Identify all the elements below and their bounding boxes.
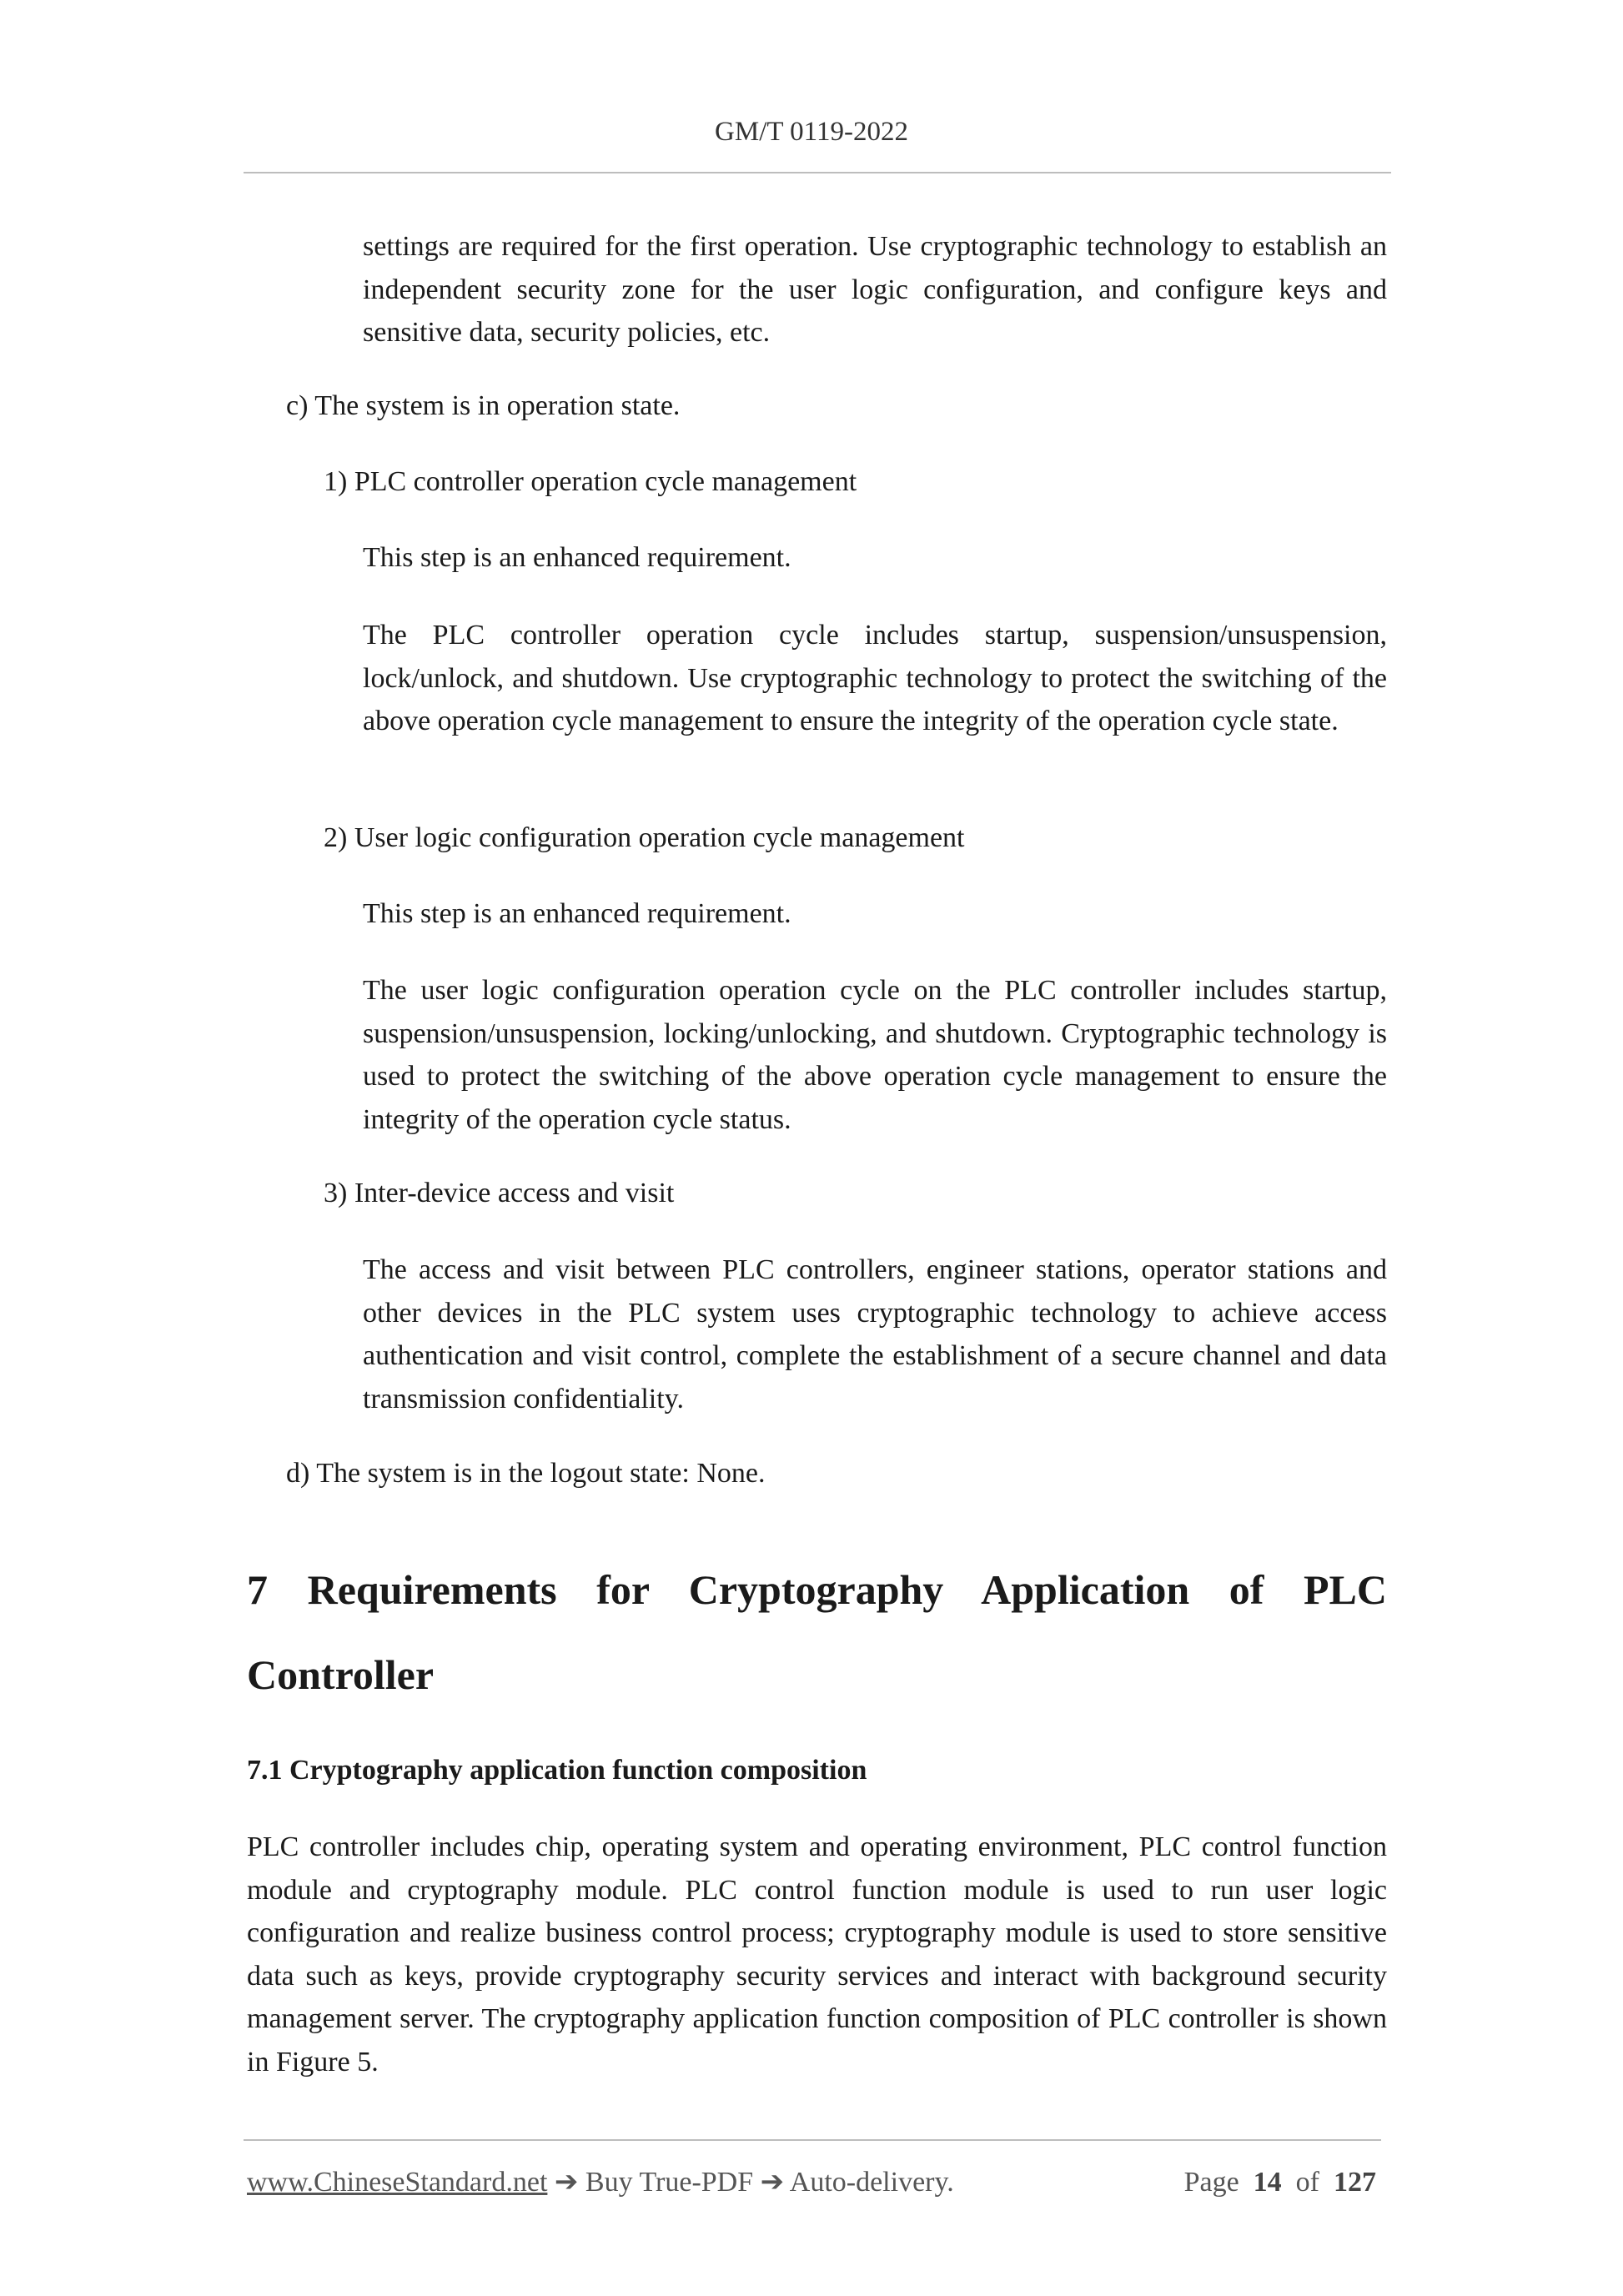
page-total: 127 [1334, 2167, 1376, 2198]
subitem-heading-2: 2) User logic configuration operation cycle management [324, 822, 965, 853]
enhanced-note-2: This step is an enhanced requirement. [363, 898, 791, 929]
footer-buy-text: Buy True-PDF [585, 2167, 754, 2198]
page-number: 14 [1253, 2167, 1282, 2198]
subsection-heading: 7.1 Cryptography application function composition [247, 1755, 867, 1786]
arrow-icon: ➔ [753, 2167, 790, 2198]
footer [247, 2162, 1381, 2203]
arrow-icon: ➔ [547, 2167, 585, 2198]
paragraph-plc-cycle: The PLC controller operation cycle includes startup, suspension/unsuspension, lock/unlock, and shutdown. Use cryptographic technology to protect the switching of the above operation cycle management to ensure the integrity of the operation cycle state. [363, 620, 1387, 736]
enhanced-note-1: This step is an enhanced requirement. [363, 542, 791, 573]
list-item-d: d) The system is in the logout state: None. [286, 1458, 766, 1489]
footer-link[interactable]: www.ChineseStandard.net [247, 2167, 548, 2198]
paragraph-settings: settings are required for the first operation. Use cryptographic technology to establish an independent security zone for the user logic configuration, and configure keys and sensitive data, security policies, etc. [363, 231, 1387, 348]
paragraph-function-composition: PLC controller includes chip, operating system and operating environment, PLC control function module and cryptography module. PLC control function module is used to run user logic configuration and realize business control process; cryptography module is used to store sensitive data such as keys, provide cryptography security services and interact with background security management server. The cryptography application function composition of PLC controller is shown in Figure 5. [247, 1831, 1387, 2077]
subitem-heading-1: 1) PLC controller operation cycle management [324, 466, 857, 497]
subitem-heading-3: 3) Inter-device access and visit [324, 1178, 675, 1208]
footer-delivery-text: Auto-delivery. [789, 2167, 954, 2198]
section-heading: 7 Requirements for Cryptography Application of PLC Controller [247, 1566, 1387, 1698]
page-indicator [1184, 2162, 1376, 2203]
paragraph-user-logic-cycle: The user logic configuration operation cycle on the PLC controller includes startup, suspension/unsuspension, locking/unlocking, and shutdown. Cryptographic technology is used to protect the switching of the above operation cycle management to ensure the integrity of the operation cycle status. [363, 975, 1387, 1135]
page-label: Page [1183, 2167, 1239, 2198]
header-divider [244, 172, 1391, 173]
footer-divider [244, 2139, 1381, 2141]
paragraph-inter-device: The access and visit between PLC controllers, engineer stations, operator stations and other devices in the PLC system uses cryptographic technology to achieve access authentication and visit control, complete the establishment of a secure channel and data transmission confidentiality. [363, 1254, 1387, 1414]
page-of-label: of [1295, 2167, 1319, 2198]
header-title: GM/T 0119-2022 [715, 117, 908, 147]
list-item-c: c) The system is in operation state. [286, 390, 681, 421]
